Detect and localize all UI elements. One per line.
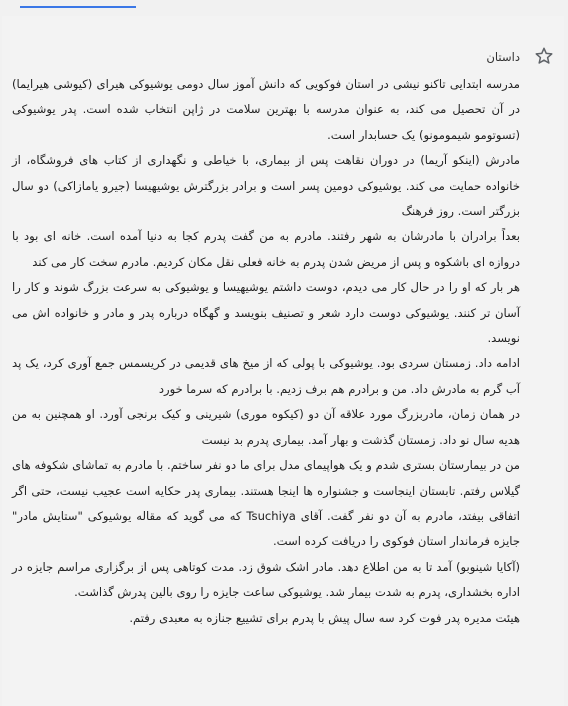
section-title: داستان <box>486 50 520 64</box>
story-paragraph: مدرسه ابتدایی تاکنو نیشی در استان فوکویی که دانش آموز سال دومی یوشیوکی هیرای (کیوشی هیرایما) در آن تحصیل می کند، به عنوان مدرسه با بهترین سلامت در ژاپن انتخاب شده است. پدر یوشیوکی (تسوتومو شیمومونو) یک حسابدار است. <box>12 77 520 142</box>
story-paragraph: در همان زمان، مادربزرگ مورد علاقه آن دو (کیکوه موری) شیرینی و کیک برنجی آورد. او همچنین به من هدیه سال نو داد. زمستان گذشت و بهار آمد. بیماری پدرم بد نیست <box>12 407 520 447</box>
story-paragraph: مادرش (اینکو آریما) در دوران نقاهت پس از بیماری، با خیاطی و نگهداری از کتاب های فروشگاه، از خانواده حمایت می کند. یوشیوکی دومین پسر است و برادر بزرگترش یوشیهیسا (جیرو یامازاکی) دو سال بزرگتر است. روز فرهنگ <box>12 153 520 219</box>
active-tab-indicator <box>20 6 136 8</box>
top-tab-bar <box>0 0 568 8</box>
story-paragraph: هر بار که او را در حال کار می دیدم، دوست داشتم یوشیهیسا و یوشیوکی به سرعت بزرگ شوند و کار را آسان تر کنند. یوشیوکی دوست دارد شعر و تصنیف بنویسد و گهگاه درباره پدر و مادر و خانواده اش می نویسد. <box>12 280 520 346</box>
story-card <box>2 16 564 706</box>
story-paragraph: بعداً برادران با مادرشان به شهر رفتند. مادرم به من گفت پدرم کجا به دنیا آمده است. خانه ای بود با دروازه ای باشکوه و پس از مریض شدن پدرم به خانه فعلی نقل مکان کردیم. مادرم سخت کار می کند <box>12 229 520 269</box>
story-paragraph: هیئت مدیره پدر فوت کرد سه سال پیش با پدرم برای تشییع جنازه به معبدی رفتم. <box>129 610 520 625</box>
story-paragraph: (آکایا شینوبو) آمد تا به من اطلاع دهد. مادر اشک شوق زد. مدت کوتاهی پس از برگزاری مراسم جایزه در اداره بخشداری، پدرم به شدت بیمار شد. یوشیوکی ساعت جایزه را روی بالین پدرش گذاشت. <box>12 559 520 600</box>
story-paragraph: ادامه داد. زمستان سردی بود. یوشیوکی با پولی که از میخ های قدیمی در کریسمس جمع آوری کرد، یک پد آب گرم به مادرش داد. من و برادرم هم برف زدیم. با برادرم که سرما خورد <box>12 356 520 396</box>
star-outline-icon[interactable] <box>534 46 554 66</box>
story-paragraph: من در بیمارستان بستری شدم و یک هواپیمای مدل برای ما دو نفر ساختم. با مادرم به تماشای شکوفه های گیلاس رفتم. تابستان اینجاست و جشنواره ها اینجا هستند. بیماری پدر حکایه است عجیب نیست، حتی اگر اتفاقی بیفتد، مادرم به آن دو نفر گفت. آقای Tsuchiya که می گوید که مقاله یوشیوکی "ستایش مادر" جایزه فرماندار استان فوکوی را دریافت کرده است. <box>12 458 520 549</box>
story-content <box>12 42 520 631</box>
